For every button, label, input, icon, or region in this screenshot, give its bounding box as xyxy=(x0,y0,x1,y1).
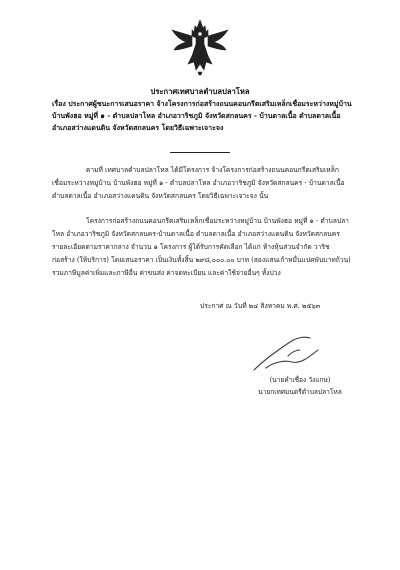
subject-text: ประกาศผู้ชนะการเสนอราคา จ้างโครงการก่อสร้างถนนคอนกรีตเสริมเหล็กเชื่อมระหว่างหมู่บ้าน บ้านพังฮอ หมู่ที่ ๑ - ตำบลปลาโหล อำเภอวาริชภูมิ จังหวัดสกลนคร - บ้านดาลเนื้อ ตำบลดาลเนื้อ อำเภอสว่างแดนดิน จังหวัดสกลนคร โดยวิธีเฉพาะเจาะจง xyxy=(52,100,352,132)
signer-title: นายกเทศมนตรีตำบลปลาโหล xyxy=(258,388,342,396)
paragraph-2: โครงการก่อสร้างถนนคอนกรีตเสริมเหล็กเชื่อมระหว่างหมู่บ้าน บ้านพังฮอ หมู่ที่ ๑ - ตำบลปลาโหล อำเภอวาริชภูมิ จังหวัดสกลนคร-บ้านดาลเนื้อ ตำบลดาลเนื้อ อำเภอสว่างแดนดิน จังหวัดสกลนคร รายละเอียดตามราคากลาง จำนวน ๑ โครงการ ผู้ได้รับการคัดเลือก ได้แก่ ห้างหุ้นส่วนจำกัด วาริชก่อสร้าง (ให้บริการ) โดยเสนอราคา เป็นเงินทั้งสิ้น ๒๙๘,๐๐๐.๐๐ บาท (สองแสนเก้าหมื่นแปดพันบาทถ้วน) รวมภาษีมูลค่าเพิ่มและภาษีอื่น ค่าขนส่ง ค่าจดทะเบียน และค่าใช้จ่ายอื่นๆ ทั้งปวง xyxy=(52,217,351,277)
page-title: ประกาศเทศบาลตำบลปลาโหล xyxy=(150,87,250,96)
announcement-date: ประกาศ ณ วันที่ ๒๔ สิงหาคม พ.ศ. ๒๕๖๓ xyxy=(200,302,321,310)
paragraph-1: ตามที่ เทศบาลตำบลปลาโหล ได้มีโครงการ จ้างโครงการก่อสร้างถนนคอนกรีตเสริมเหล็กเชื่อมระหว่างหมู่บ้าน บ้านพังฮอ หมู่ที่ ๑ - ตำบลปลาโหล อำเภอวาริชภูมิ จังหวัดสกลนคร - บ้านดาลเนื้อ ตำบลดาลเนื้อ อำเภอสว่างแดนดิน จังหวัดสกลนคร โดยวิธีเฉพาะเจาะจง นั้น xyxy=(52,166,345,200)
subject-block xyxy=(52,98,362,134)
subject-label: เรื่อง xyxy=(52,100,66,108)
signature-mark xyxy=(248,332,326,378)
garuda-emblem-icon xyxy=(168,14,232,76)
signer-name: (นายคำเชื่อง วังแกษ) xyxy=(269,376,331,384)
title-divider xyxy=(170,152,230,153)
